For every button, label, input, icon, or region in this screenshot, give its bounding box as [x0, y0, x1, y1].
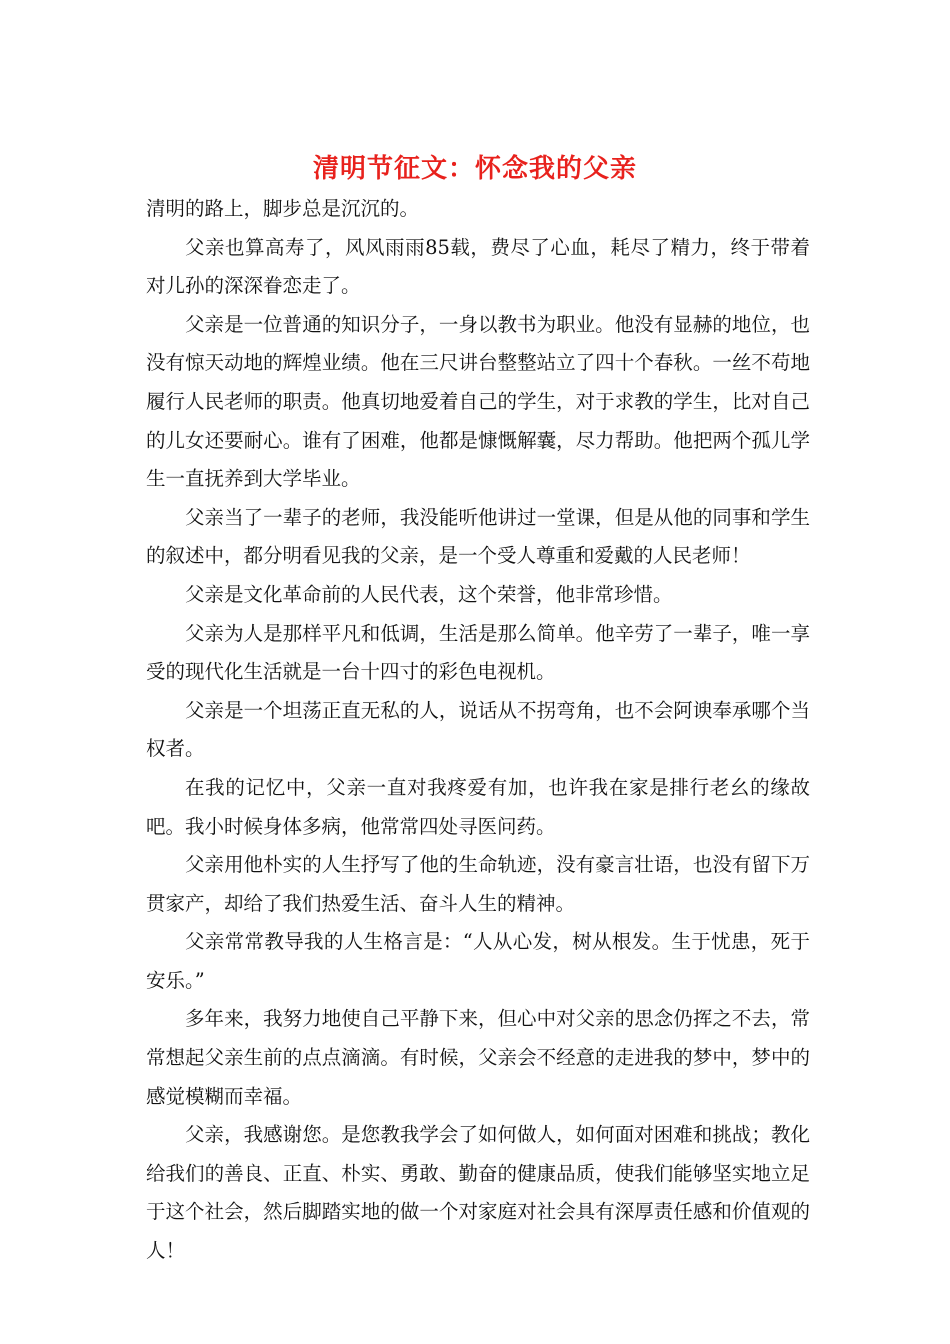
paragraph-11: 多年来，我努力地使自己平静下来，但心中对父亲的思念仍挥之不去，常常想起父亲生前的点点滴滴。有时候，父亲会不经意的走进我的梦中，梦中的感觉模糊而幸福。 — [146, 1007, 810, 1108]
paragraph-3: 父亲是一位普通的知识分子，一身以教书为职业。他没有显赫的地位，也没有惊天动地的辉煌业绩。他在三尺讲台整整站立了四十个春秋。一丝不苟地履行人民老师的职责。他真切地爱着自己的学生，对于求教的学生，比对自己的儿女还要耐心。谁有了困难，他都是慷慨解囊，尽力帮助。他把两个孤儿学生一直抚养到大学毕业。 — [146, 312, 810, 491]
paragraph-12: 父亲，我感谢您。是您教我学会了如何做人，如何面对困难和挑战；教化给我们的善良、正直、朴实、勇敢、勤奋的健康品质，使我们能够坚实地立足于这个社会，然后脚踏实地的做一个对家庭对社会具有深厚责任感和价值观的人！ — [146, 1123, 810, 1263]
paragraph-10: 父亲常常教导我的人生格言是：“人从心发，树从根发。生于忧患，死于安乐。” — [146, 930, 810, 992]
paragraph-4: 父亲当了一辈子的老师，我没能听他讲过一堂课，但是从他的同事和学生的叙述中，都分明看见我的父亲，是一个受人尊重和爱戴的人民老师！ — [146, 505, 810, 568]
paragraph-1: 清明的路上，脚步总是沉沉的。 — [146, 197, 420, 220]
document-title: 清明节征文：怀念我的父亲 — [312, 154, 637, 184]
paragraph-2: 父亲也算高寿了，风风雨雨85载，费尽了心血，耗尽了精力，终于带着对儿孙的深深眷恋走了。 — [146, 235, 810, 298]
paragraph-6: 父亲为人是那样平凡和低调，生活是那么简单。他辛劳了一辈子，唯一享受的现代化生活就是一台十四寸的彩色电视机。 — [146, 621, 810, 684]
paragraph-7: 父亲是一个坦荡正直无私的人，说话从不拐弯角，也不会阿谀奉承哪个当权者。 — [146, 698, 810, 761]
paragraph-8: 在我的记忆中，父亲一直对我疼爱有加，也许我在家是排行老幺的缘故吧。我小时候身体多病，他常常四处寻医问药。 — [146, 775, 810, 838]
paragraph-5: 父亲是文化革命前的人民代表，这个荣誉，他非常珍惜。 — [185, 582, 673, 606]
paragraph-9: 父亲用他朴实的人生抒写了他的生命轨迹，没有豪言壮语，也没有留下万贯家产，却给了我们热爱生活、奋斗人生的精神。 — [146, 853, 810, 915]
document-body — [146, 190, 810, 1271]
